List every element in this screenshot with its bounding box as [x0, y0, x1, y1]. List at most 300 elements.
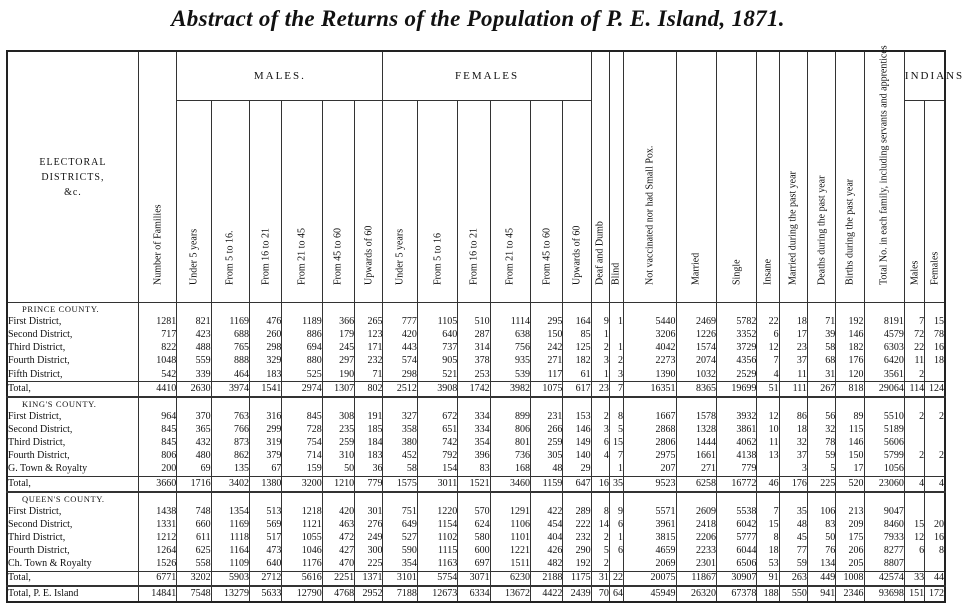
table-cell: 1331: [138, 519, 176, 532]
table-cell: 231: [530, 411, 562, 424]
table-cell: 1716: [177, 477, 211, 492]
table-cell: 72: [904, 329, 924, 342]
table-cell: 4: [904, 477, 924, 492]
table-cell: [383, 397, 417, 411]
table-cell: 58: [383, 463, 417, 477]
table-cell: 305: [530, 450, 562, 463]
table-cell: 11: [904, 355, 924, 368]
table-cell: [282, 492, 322, 506]
table-cell: 905: [417, 355, 457, 368]
table-cell: [609, 329, 623, 342]
column-header: [138, 51, 176, 303]
table-cell: 2512: [383, 382, 417, 397]
table-cell: 3660: [138, 477, 176, 492]
table-row: [7, 558, 945, 572]
table-cell: 334: [458, 411, 490, 424]
table-cell: 779: [716, 463, 756, 477]
district-name: Total,: [7, 477, 138, 492]
table-cell: 200: [138, 463, 176, 477]
column-header-label: Single: [731, 259, 743, 285]
table-row: [7, 411, 945, 424]
table-cell: 742: [417, 437, 457, 450]
table-cell: 1032: [676, 368, 716, 382]
table-cell: 78: [925, 329, 945, 342]
table-cell: 640: [417, 329, 457, 342]
column-header-label: Married during the past year: [787, 171, 799, 285]
table-cell: 37: [779, 450, 807, 463]
table-cell: 206: [836, 545, 864, 558]
table-cell: [904, 303, 924, 317]
column-header: [864, 45, 904, 303]
total-row: [7, 382, 945, 397]
table-cell: 751: [383, 506, 417, 519]
table-cell: 1169: [211, 519, 249, 532]
table-cell: 2346: [836, 586, 864, 602]
column-header-label: Blind: [610, 262, 622, 285]
table-cell: 525: [282, 368, 322, 382]
table-cell: 2301: [676, 558, 716, 572]
table-cell: 1114: [490, 316, 530, 329]
district-name: Second District,: [7, 519, 138, 532]
table-cell: 1105: [417, 316, 457, 329]
table-cell: 1056: [864, 463, 904, 477]
table-cell: 1101: [490, 532, 530, 545]
table-cell: 150: [530, 329, 562, 342]
table-cell: 89: [836, 411, 864, 424]
table-cell: [925, 558, 945, 572]
table-cell: 36: [355, 463, 383, 477]
table-cell: 4768: [322, 586, 354, 602]
table-cell: 3206: [624, 329, 677, 342]
table-cell: 845: [282, 411, 322, 424]
table-cell: [904, 397, 924, 411]
table-cell: 3729: [716, 342, 756, 355]
district-name: QUEEN'S COUNTY.: [7, 492, 138, 506]
table-cell: 9047: [864, 506, 904, 519]
table-cell: 3932: [716, 411, 756, 424]
table-cell: 4410: [138, 382, 176, 397]
table-cell: 2: [925, 411, 945, 424]
table-cell: 6506: [716, 558, 756, 572]
table-cell: 1521: [458, 477, 490, 492]
table-cell: [836, 397, 864, 411]
table-cell: 3200: [282, 477, 322, 492]
table-cell: 1667: [624, 411, 677, 424]
column-header: [716, 51, 756, 303]
table-cell: 259: [530, 437, 562, 450]
column-header-label: From 5 to 16.: [224, 230, 236, 285]
table-cell: 1307: [322, 382, 354, 397]
table-cell: 2: [591, 532, 609, 545]
table-cell: [250, 492, 282, 506]
table-cell: 83: [807, 519, 835, 532]
table-cell: 12673: [417, 586, 457, 602]
table-cell: 316: [250, 411, 282, 424]
table-cell: 818: [836, 382, 864, 397]
table-cell: 3815: [624, 532, 677, 545]
column-header-label: Not vaccinated nor had Small Pox.: [644, 145, 656, 285]
column-header-label: From 21 to 45: [296, 228, 308, 285]
table-cell: 2: [904, 411, 924, 424]
table-cell: 45: [779, 532, 807, 545]
table-cell: 2418: [676, 519, 716, 532]
column-header-label: Number of Families: [152, 204, 164, 285]
table-cell: [676, 303, 716, 317]
table-cell: 207: [624, 463, 677, 477]
table-cell: 672: [417, 411, 457, 424]
column-header: [490, 101, 530, 303]
table-cell: 124: [925, 382, 945, 397]
table-cell: [250, 303, 282, 317]
table-row: [7, 532, 945, 545]
column-header: [609, 51, 623, 303]
group-header-males: MALES.: [177, 51, 383, 101]
table-cell: 18: [757, 545, 779, 558]
table-cell: 423: [177, 329, 211, 342]
table-cell: 1371: [355, 572, 383, 587]
table-cell: [383, 492, 417, 506]
table-cell: 1164: [211, 545, 249, 558]
table-cell: 182: [836, 342, 864, 355]
table-cell: 3561: [864, 368, 904, 382]
table-cell: 580: [458, 532, 490, 545]
table-cell: 649: [383, 519, 417, 532]
table-cell: 1175: [563, 572, 591, 587]
table-cell: 2: [609, 355, 623, 368]
column-header-label: From 45 to 60: [541, 228, 553, 285]
table-cell: 806: [138, 450, 176, 463]
table-cell: [609, 397, 623, 411]
table-cell: [490, 303, 530, 317]
table-cell: 260: [250, 329, 282, 342]
table-cell: [490, 397, 530, 411]
table-cell: 179: [322, 329, 354, 342]
column-header-label: Births during the past year: [844, 178, 856, 285]
table-cell: 7: [757, 355, 779, 368]
table-cell: [177, 397, 211, 411]
county-row: [7, 492, 945, 506]
table-cell: 1163: [417, 558, 457, 572]
table-cell: 737: [417, 342, 457, 355]
table-cell: 822: [138, 342, 176, 355]
table-cell: 2630: [177, 382, 211, 397]
table-cell: 527: [383, 532, 417, 545]
table-cell: 140: [563, 450, 591, 463]
table-cell: 150: [836, 450, 864, 463]
table-cell: 426: [530, 545, 562, 558]
table-row: [7, 450, 945, 463]
district-name: Ch. Town & Royalty: [7, 558, 138, 572]
table-cell: 3402: [211, 477, 249, 492]
table-cell: 647: [563, 477, 591, 492]
column-header-label: Upwards of 60: [571, 225, 583, 285]
table-cell: 329: [250, 355, 282, 368]
table-cell: 232: [563, 532, 591, 545]
table-cell: 8: [757, 532, 779, 545]
table-cell: 26320: [676, 586, 716, 602]
table-cell: 2273: [624, 355, 677, 368]
table-cell: 1106: [490, 519, 530, 532]
table-cell: 8: [925, 545, 945, 558]
table-cell: 8460: [864, 519, 904, 532]
table-cell: 287: [458, 329, 490, 342]
table-cell: 276: [355, 519, 383, 532]
column-header: [925, 101, 945, 303]
table-cell: 2188: [530, 572, 562, 587]
table-cell: 271: [676, 463, 716, 477]
table-cell: 17: [836, 463, 864, 477]
table-cell: 23060: [864, 477, 904, 492]
table-cell: 235: [322, 424, 354, 437]
table-cell: 86: [779, 411, 807, 424]
table-cell: 334: [458, 424, 490, 437]
table-cell: 5189: [864, 424, 904, 437]
table-cell: 50: [807, 532, 835, 545]
table-cell: [807, 397, 835, 411]
table-cell: 37: [779, 355, 807, 368]
column-header: [383, 101, 417, 303]
district-name: Second District,: [7, 329, 138, 342]
table-cell: [624, 397, 677, 411]
table-cell: 2712: [250, 572, 282, 587]
table-cell: 53: [757, 558, 779, 572]
table-cell: 171: [355, 342, 383, 355]
table-cell: 185: [355, 424, 383, 437]
table-cell: 510: [458, 316, 490, 329]
column-header: [624, 51, 677, 303]
table-cell: 6: [757, 329, 779, 342]
table-cell: 748: [177, 506, 211, 519]
table-cell: 792: [417, 450, 457, 463]
table-cell: [211, 492, 249, 506]
table-cell: 11: [757, 437, 779, 450]
table-cell: 806: [490, 424, 530, 437]
table-cell: 5799: [864, 450, 904, 463]
table-cell: 845: [138, 424, 176, 437]
table-cell: 1210: [322, 477, 354, 492]
table-cell: [563, 303, 591, 317]
table-cell: 5538: [716, 506, 756, 519]
group-header-females: FEMALES: [383, 51, 591, 101]
table-cell: 6258: [676, 477, 716, 492]
table-cell: [864, 492, 904, 506]
district-name: G. Town & Royalty: [7, 463, 138, 477]
table-cell: 862: [211, 450, 249, 463]
table-cell: 3202: [177, 572, 211, 587]
table-cell: 899: [490, 411, 530, 424]
table-cell: 1115: [417, 545, 457, 558]
table-cell: 2: [591, 558, 609, 572]
column-header: [904, 101, 924, 303]
table-cell: 71: [355, 368, 383, 382]
column-header: [282, 101, 322, 303]
table-cell: [757, 303, 779, 317]
table-cell: 1220: [417, 506, 457, 519]
table-cell: 298: [250, 342, 282, 355]
table-cell: 1: [609, 463, 623, 477]
table-cell: 1291: [490, 506, 530, 519]
table-cell: 4579: [864, 329, 904, 342]
table-cell: 339: [177, 368, 211, 382]
table-cell: 2206: [676, 532, 716, 545]
table-cell: 91: [757, 572, 779, 587]
table-cell: 6042: [716, 519, 756, 532]
table-cell: 176: [779, 477, 807, 492]
table-cell: 327: [383, 411, 417, 424]
table-cell: 46: [757, 477, 779, 492]
table-cell: 420: [383, 329, 417, 342]
table-cell: [716, 492, 756, 506]
table-cell: 3974: [211, 382, 249, 397]
district-name: Fourth District,: [7, 355, 138, 368]
column-header-label: Upwards of 60: [363, 225, 375, 285]
table-cell: 1169: [211, 316, 249, 329]
table-cell: 2868: [624, 424, 677, 437]
table-cell: 4: [757, 368, 779, 382]
table-cell: [757, 397, 779, 411]
total-row: [7, 572, 945, 587]
table-cell: 16772: [716, 477, 756, 492]
table-cell: 23: [591, 382, 609, 397]
table-cell: 1176: [282, 558, 322, 572]
table-cell: 766: [211, 424, 249, 437]
total-row: [7, 477, 945, 492]
table-cell: 48: [779, 519, 807, 532]
table-cell: 365: [177, 424, 211, 437]
table-cell: 149: [563, 437, 591, 450]
table-cell: 205: [836, 558, 864, 572]
table-cell: 59: [807, 450, 835, 463]
table-cell: 295: [530, 316, 562, 329]
table-cell: 11867: [676, 572, 716, 587]
table-cell: 265: [355, 316, 383, 329]
table-cell: 76: [807, 545, 835, 558]
table-cell: 422: [530, 506, 562, 519]
table-cell: 146: [563, 424, 591, 437]
table-cell: 249: [355, 532, 383, 545]
table-cell: [904, 492, 924, 506]
column-header-label: Married: [690, 252, 702, 285]
table-cell: [355, 303, 383, 317]
table-row: [7, 519, 945, 532]
district-name: Third District,: [7, 437, 138, 450]
table-cell: 301: [355, 506, 383, 519]
table-cell: 638: [490, 329, 530, 342]
table-cell: 452: [383, 450, 417, 463]
table-cell: 176: [836, 355, 864, 368]
table-cell: 245: [322, 342, 354, 355]
table-cell: 7: [757, 506, 779, 519]
column-header: [757, 51, 779, 303]
table-cell: 2609: [676, 506, 716, 519]
table-cell: 39: [807, 329, 835, 342]
table-cell: 1121: [282, 519, 322, 532]
table-cell: 574: [383, 355, 417, 368]
table-cell: [530, 303, 562, 317]
table-cell: [609, 303, 623, 317]
table-cell: [864, 303, 904, 317]
table-cell: [322, 303, 354, 317]
table-cell: 31: [591, 572, 609, 587]
table-cell: 2974: [282, 382, 322, 397]
table-cell: 15: [904, 519, 924, 532]
table-cell: 182: [563, 355, 591, 368]
table-cell: 32: [779, 437, 807, 450]
table-cell: 319: [250, 437, 282, 450]
table-cell: [925, 368, 945, 382]
table-cell: 7933: [864, 532, 904, 545]
column-header: [807, 51, 835, 303]
table-cell: 6771: [138, 572, 176, 587]
table-cell: [925, 303, 945, 317]
table-cell: 2806: [624, 437, 677, 450]
table-cell: 5616: [282, 572, 322, 587]
table-cell: [591, 303, 609, 317]
population-table: [6, 45, 964, 603]
table-cell: 3: [609, 368, 623, 382]
table-cell: 6420: [864, 355, 904, 368]
table-cell: 78: [807, 437, 835, 450]
table-cell: 1661: [676, 450, 716, 463]
table-cell: 2975: [624, 450, 677, 463]
table-row: [7, 424, 945, 437]
table-cell: 59: [779, 558, 807, 572]
table-cell: 22: [757, 316, 779, 329]
table-cell: 2439: [563, 586, 591, 602]
table-cell: 70: [591, 586, 609, 602]
table-cell: 1218: [282, 506, 322, 519]
column-header: [530, 101, 562, 303]
table-cell: 379: [250, 450, 282, 463]
table-cell: 300: [355, 545, 383, 558]
table-cell: 2: [591, 411, 609, 424]
table-cell: 35: [779, 506, 807, 519]
table-cell: 1102: [417, 532, 457, 545]
table-cell: 1075: [530, 382, 562, 397]
table-cell: 56: [807, 411, 835, 424]
table-cell: 123: [355, 329, 383, 342]
table-cell: 44: [925, 572, 945, 587]
table-cell: 1048: [138, 355, 176, 368]
table-cell: [250, 397, 282, 411]
table-cell: 5571: [624, 506, 677, 519]
table-cell: 93698: [864, 586, 904, 602]
table-cell: [624, 492, 677, 506]
table-cell: [138, 303, 176, 317]
table-cell: 4138: [716, 450, 756, 463]
table-cell: 4042: [624, 342, 677, 355]
table-cell: 7: [609, 382, 623, 397]
county-row: [7, 397, 945, 411]
table-cell: 449: [807, 572, 835, 587]
table-cell: 2: [591, 342, 609, 355]
table-cell: 8191: [864, 316, 904, 329]
table-cell: 114: [904, 382, 924, 397]
table-cell: 83: [458, 463, 490, 477]
table-cell: 513: [250, 506, 282, 519]
table-cell: 651: [417, 424, 457, 437]
table-cell: 1: [591, 329, 609, 342]
table-cell: 154: [417, 463, 457, 477]
table-cell: 590: [383, 545, 417, 558]
table-cell: 23: [779, 342, 807, 355]
table-cell: 9: [591, 316, 609, 329]
table-cell: 71: [807, 316, 835, 329]
table-cell: 225: [807, 477, 835, 492]
table-cell: 9523: [624, 477, 677, 492]
column-header: [250, 101, 282, 303]
table-cell: 756: [490, 342, 530, 355]
